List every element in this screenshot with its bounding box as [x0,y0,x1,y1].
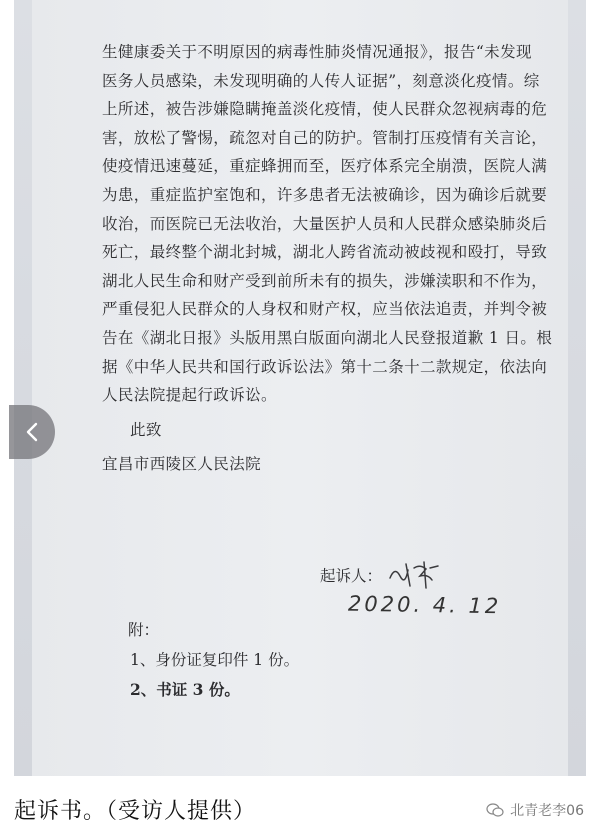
document-photo [14,0,586,776]
text-line: 严重侵犯人民群众的人身权和财产权，应当依法追责，并判令被 [102,300,548,319]
text-line: 上所述，被告涉嫌隐瞒掩盖淡化疫情，使人民群众忽视病毒的危 [102,100,548,119]
text-line: 生健康委关于不明原因的病毒性肺炎情况通报》，报告“未发现 [102,43,532,61]
text-line: 人民法院提起行政诉讼。 [102,386,277,405]
text-line: 害，放松了警惕，疏忽对自己的防护。管制打压疫情有关言论， [102,128,548,147]
paper-sheet [32,0,568,776]
text-line: 医务人员感染，未发现明确的人传人证据”，刻意淡化疫情。综 [102,71,540,90]
text-line: 湖北人民生命和财产受到前所未有的损失，涉嫌渎职和不作为， [102,271,548,290]
text-line: 死亡，最终整个湖北封城，湖北人跨省流动被歧视和殴打，导致 [102,243,548,262]
plaintiff-label: 起诉人： [320,567,383,585]
text-line: 使疫情迅速蔓延，重症蜂拥而至，医疗体系完全崩溃，医院人满 [102,157,548,176]
text-line: 收治，而医院已无法收治，大量医护人员和人民群众感染肺炎后 [102,214,548,233]
attachments-section [118,615,299,705]
text-line: 据《中华人民共和国行政诉讼法》第十二条十二款规定，依法向 [102,357,548,376]
handwritten-date: 2020. 4. 12 [347,591,502,619]
attachment-label: 附： [128,621,160,639]
wechat-logo-icon [486,802,504,818]
text-line: 告在《湖北日报》头版用黑白版面向湖北人民登报道歉 1 日。根 [102,328,553,347]
chevron-left-icon [23,421,41,443]
attachment-item: 2、书证 3 份。 [130,680,240,699]
handwritten-signature [386,560,444,590]
document-body [102,38,552,479]
image-caption: 起诉书。（受访人提供） [14,799,257,824]
attachment-item: 1、身份证复印件 1 份。 [130,651,300,669]
closing-text: 此致 [130,420,162,439]
court-name: 宜昌市西陵区人民法院 [102,455,262,474]
plaintiff-signature-line [320,560,444,590]
source-watermark [486,800,584,820]
text-line: 为患，重症监护室饱和，许多患者无法被确诊，因为确诊后就要 [102,185,548,204]
watermark-text: 北青老李06 [510,803,584,819]
